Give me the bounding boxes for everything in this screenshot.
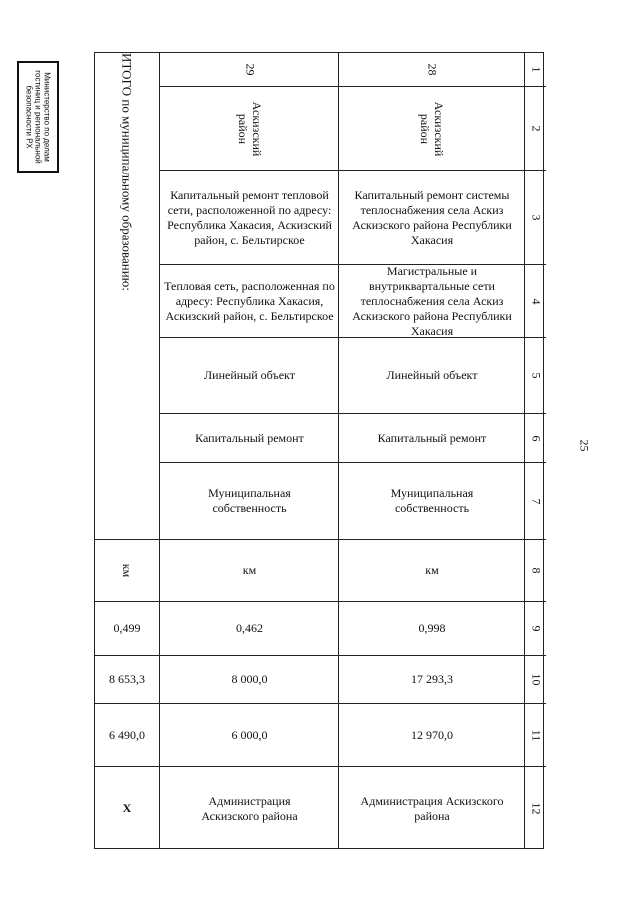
row-29-ownership: Муниципальная собственность — [208, 486, 291, 515]
row-29-work: Капитальный ремонт — [195, 430, 304, 445]
totals-unit: км — [120, 563, 135, 578]
row-29-name-cell — [160, 170, 339, 264]
row-28-capacity: 0,998 — [418, 621, 446, 635]
ministry-stamp — [17, 61, 59, 173]
colnum-cell — [525, 170, 546, 264]
row-28-type-cell — [339, 337, 525, 413]
colnum: 1 — [529, 66, 543, 73]
stamp-text — [25, 63, 52, 171]
totals-customer: Х — [122, 801, 132, 815]
row-28-capacity-cell — [339, 601, 525, 655]
colnum: 11 — [529, 729, 543, 741]
row-29-unit: км — [242, 563, 257, 577]
row-29-work-cell — [160, 413, 339, 462]
page-number: 25 — [577, 439, 592, 452]
totals-label-cell — [95, 53, 159, 539]
row-29-total-cell — [160, 655, 339, 703]
row-28-name: Капитальный ремонт системы теплоснабжения села Аскиз Аскизского района Республики Хакасия — [352, 187, 512, 247]
row-29-capacity-cell — [160, 601, 339, 655]
colnum: 8 — [529, 567, 543, 574]
row-29-customer: Администрация Аскизского района — [201, 793, 298, 823]
row-28-object-cell — [339, 264, 525, 337]
totals-total: 8 653,3 — [109, 672, 145, 686]
colnum-cell — [525, 413, 546, 462]
stamp-line: Министерство по делам — [42, 72, 52, 162]
row-29-type: Линейный объект — [204, 368, 295, 382]
row-29-name: Капитальный ремонт тепловой сети, расположенной по адресу: Республика Хакасия, Аскизский район, с. Бельтирское — [167, 187, 332, 247]
row-28-unit-cell — [339, 539, 525, 601]
row-28-ownership-cell — [339, 462, 525, 539]
row-29-district-cell — [160, 86, 339, 170]
row-28-name-cell — [339, 170, 525, 264]
column-numbers — [524, 53, 546, 848]
colnum: 2 — [529, 125, 543, 132]
colnum-cell — [525, 601, 546, 655]
colnum: 7 — [529, 498, 543, 504]
colnum-cell — [525, 462, 546, 539]
totals-capacity-cell — [95, 601, 159, 655]
row-29-total: 8 000,0 — [231, 672, 268, 686]
totals-unit-cell — [95, 539, 159, 601]
colnum: 9 — [529, 625, 543, 632]
colnum: 4 — [529, 298, 543, 304]
row-28-customer: Администрация Аскизского района — [360, 793, 504, 823]
stamp-line: безопасности РХ — [24, 85, 34, 149]
row-28-object: Магистральные и внутриквартальные сети теплоснабжения села Аскиз Аскизского района Республики Хакасия — [352, 263, 512, 338]
row-29-ownership-cell — [160, 462, 339, 539]
totals-column — [95, 53, 159, 848]
row-29-customer-cell — [160, 766, 339, 850]
row-29-object: Тепловая сеть, расположенная по адресу: Республика Хакасия, Аскизский район, с. Бельтирское — [164, 278, 335, 323]
colnum: 10 — [529, 673, 543, 686]
totals-budget: 6 490,0 — [109, 727, 145, 742]
row-29-district: Аскизский район — [235, 101, 264, 156]
row-28-budget-cell — [339, 703, 525, 766]
row-28-work-cell — [339, 413, 525, 462]
colnum-cell — [525, 703, 546, 766]
colnum-cell — [525, 264, 546, 337]
colnum: 3 — [529, 214, 543, 221]
colnum-cell — [525, 53, 546, 86]
colnum-cell — [525, 86, 546, 170]
row-28-work: Капитальный ремонт — [377, 430, 487, 445]
row-28-total-cell — [339, 655, 525, 703]
row-29-object-cell — [160, 264, 339, 337]
row-28-budget: 12 970,0 — [411, 727, 453, 742]
row-28-type: Линейный объект — [386, 368, 478, 382]
row-29-unit-cell — [160, 539, 339, 601]
totals-total-cell — [95, 655, 159, 703]
row-29-budget: 6 000,0 — [231, 727, 268, 742]
totals-budget-cell — [95, 703, 159, 766]
colnum-cell — [525, 337, 546, 413]
row-29-type-cell — [160, 337, 339, 413]
row-28-total: 17 293,3 — [411, 672, 453, 686]
row-29 — [159, 53, 339, 848]
row-29-num: 29 — [243, 63, 257, 76]
colnum: 6 — [529, 435, 543, 441]
data-table — [94, 52, 544, 849]
colnum: 5 — [529, 372, 543, 379]
colnum-cell — [525, 655, 546, 703]
totals-customer-cell — [95, 766, 159, 850]
row-28-unit: км — [425, 563, 439, 577]
stamp-line: гостиниц и региональной — [33, 70, 43, 164]
totals-label: ИТОГО по муниципальному образованию: — [119, 53, 135, 291]
row-28-num-cell — [339, 53, 525, 86]
row-28-ownership: Муниципальная собственность — [390, 486, 474, 515]
colnum-cell — [525, 766, 546, 850]
row-28-customer-cell — [339, 766, 525, 850]
totals-capacity: 0,499 — [113, 621, 141, 635]
row-29-num-cell — [160, 53, 339, 86]
row-29-budget-cell — [160, 703, 339, 766]
row-28-district: Аскизский район — [418, 101, 446, 156]
row-28-district-cell — [339, 86, 525, 170]
row-28-num: 28 — [425, 63, 440, 76]
colnum-cell — [525, 539, 546, 601]
row-28 — [338, 53, 525, 848]
row-29-capacity: 0,462 — [236, 621, 263, 635]
colnum: 12 — [529, 802, 543, 815]
